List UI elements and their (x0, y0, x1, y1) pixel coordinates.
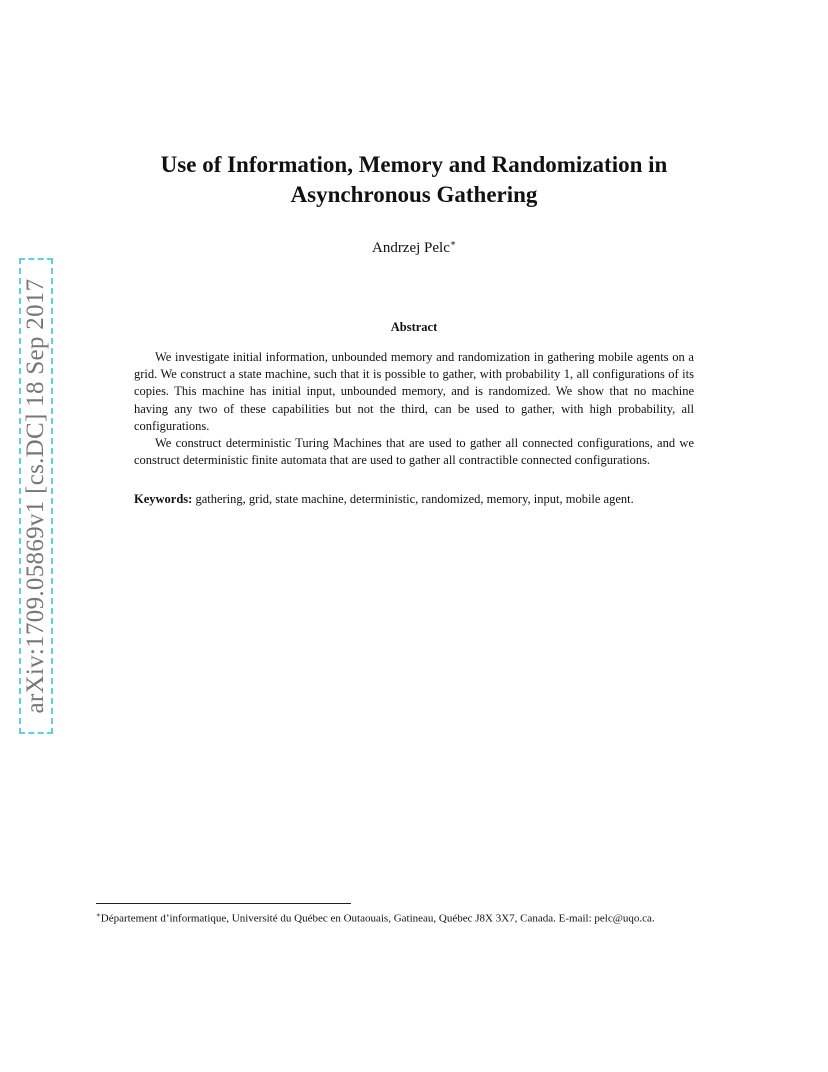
author-footnote-mark: ∗ (449, 238, 456, 248)
paper-title (90, 150, 738, 210)
abstract-heading: Abstract (390, 320, 438, 334)
footnote (96, 907, 736, 927)
author-name: Andrzej Pelc (371, 240, 450, 256)
footnote-rule (96, 903, 351, 904)
abstract-paragraph-2: We construct deterministic Turing Machines that are used to gather all connected configurations, and we construct deterministic finite automata that are used to gather all contractible connected configurations. (134, 436, 694, 468)
abstract-body (134, 349, 694, 469)
abstract-paragraph-1: We investigate initial information, unbounded memory and randomization in gathering mobile agents on a grid. We construct a state machine, such that it is possible to gather, with probability 1, all configurations of its copies. This machine has initial input, unbounded memory, and is randomized. We show that no machine having any two of these capabilities but not the third, can be used to gather, with high probability, all configurations. (134, 350, 694, 433)
author (0, 238, 828, 257)
footnote-mark: ∗ (96, 911, 101, 919)
footnote-text: Département d’informatique, Université du Québec en Outaouais, Gatineau, Québec J8X 3X7, Canada. E-mail: pelc@uqo.ca. (100, 912, 655, 925)
keywords (134, 491, 694, 508)
keywords-label: Keywords: (134, 492, 193, 506)
keywords-text: gathering, grid, state machine, deterministic, randomized, memory, input, mobile agent. (195, 492, 634, 506)
arxiv-identifier: arXiv:1709.05869v1 [cs.DC] 18 Sep 2017 (22, 278, 49, 714)
title-line-2: Asynchronous Gathering (290, 182, 538, 207)
title-line-1: Use of Information, Memory and Randomization in (160, 152, 668, 177)
